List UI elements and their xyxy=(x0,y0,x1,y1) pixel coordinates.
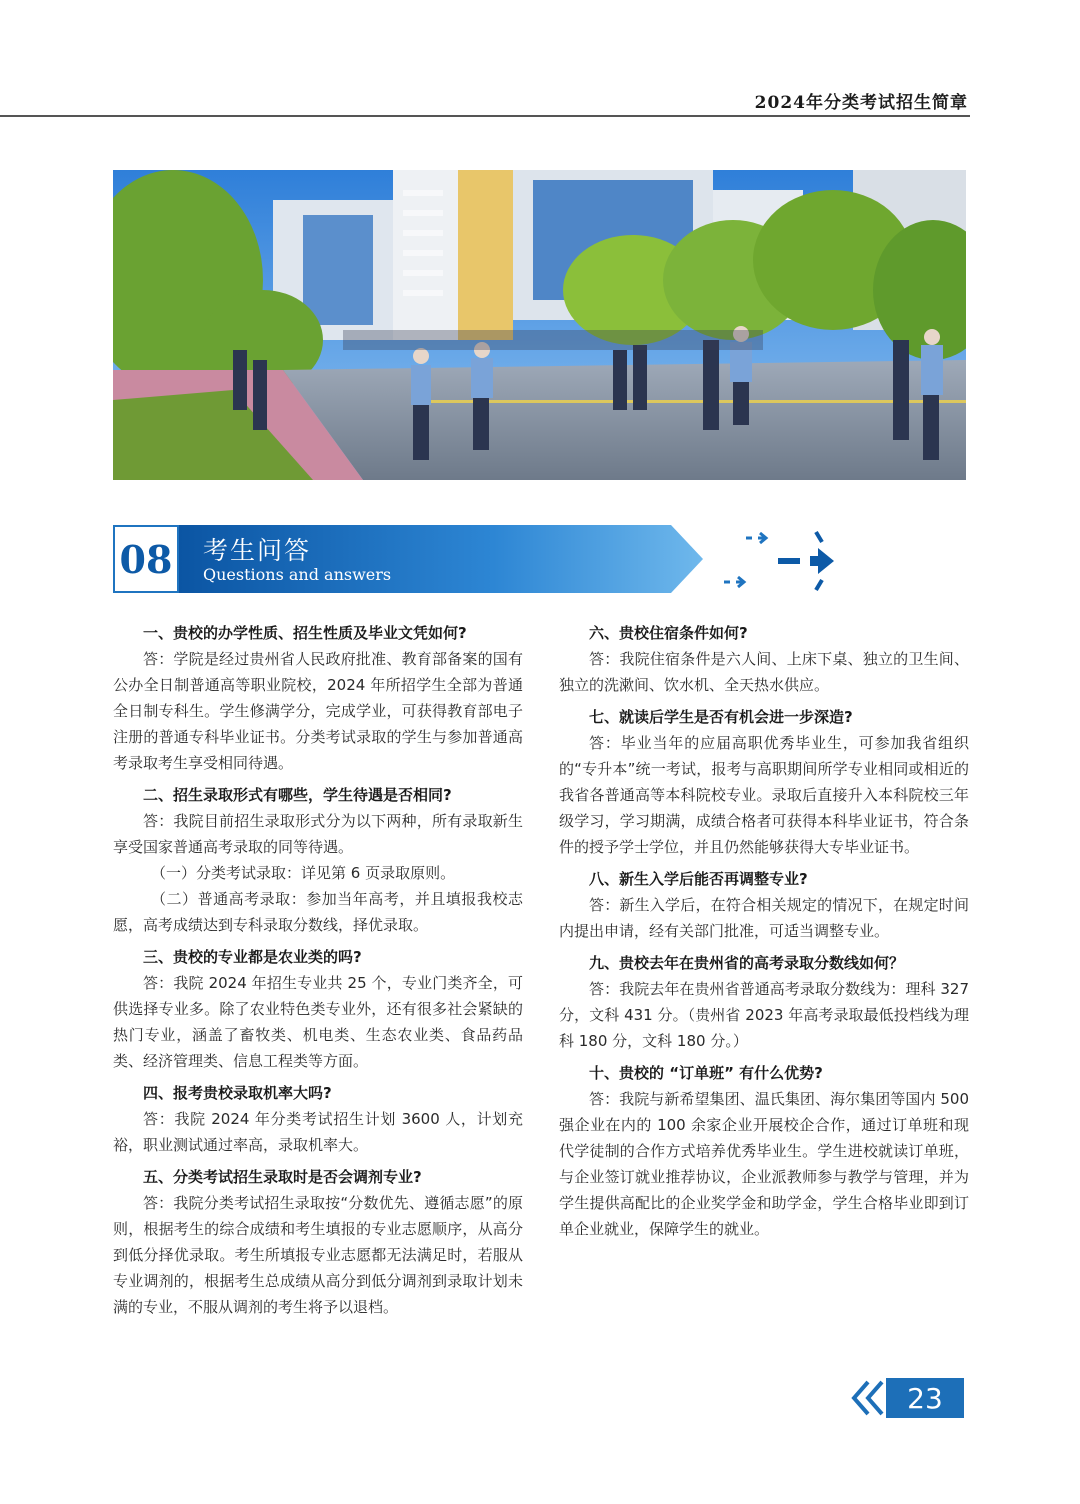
header-divider xyxy=(0,115,970,117)
question-7: 七、就读后学生是否有机会进一步深造? xyxy=(589,708,853,726)
double-chevron-left-icon xyxy=(846,1378,886,1418)
decorative-arrows-icon xyxy=(718,528,848,598)
left-column xyxy=(113,620,523,1326)
answer-5: 答：我院分类考试招生录取按“分数优先、遵循志愿”的原则，根据考生的综合成绩和考生填报的专业志愿顺序，从高分到低分择优录取。考生所填报专业志愿都无法满足时，若服从专业调剂的，根据考生总成绩从高分到低分调剂到录取计划未满的专业，不服从调剂的考生将予以退档。 xyxy=(113,1194,523,1316)
answer-3: 答：我院 2024 年招生专业共 25 个，专业门类齐全，可供选择专业多。除了农业特色类专业外，还有很多社会紧缺的热门专业，涵盖了畜牧类、机电类、生态农业类、食品药品类、经济管理类、信息工程类等方面。 xyxy=(113,974,523,1070)
answer-1: 答：学院是经过贵州省人民政府批准、教育部备案的国有公办全日制普通高等职业院校，2024 年所招学生全部为普通全日制专科生。学生修满学分，完成学业，可获得教育部电子注册的普通专科毕业证书。分类考试录取的学生与参加普通高考录取考生享受相同待遇。 xyxy=(113,650,523,772)
question-8: 八、新生入学后能否再调整专业? xyxy=(589,870,808,888)
question-6: 六、贵校住宿条件如何? xyxy=(589,624,748,642)
qa-item-1 xyxy=(113,620,523,776)
qa-item-3 xyxy=(113,944,523,1074)
question-3: 三、贵校的专业都是农业类的吗? xyxy=(143,948,362,966)
qa-item-6 xyxy=(559,620,969,698)
right-column xyxy=(559,620,969,1248)
question-4: 四、报考贵校录取机率大吗? xyxy=(143,1084,332,1102)
page-number: 23 xyxy=(886,1378,964,1418)
answer-4: 答：我院 2024 年分类考试招生计划 3600 人，计划充裕，职业测试通过率高，录取机率大。 xyxy=(113,1110,523,1154)
answer-10: 答：我院与新希望集团、温氏集团、海尔集团等国内 500 强企业在内的 100 余家企业开展校企合作，通过订单班和现代学徒制的合作方式培养优秀毕业生。学生进校就读订单班，与企业签订就业推荐协议，企业派教师参与教学与管理，并为学生提供高配比的企业奖学金和助学金，学生合格毕业即到订单企业就业，保障学生的就业。 xyxy=(559,1090,969,1238)
page-footer xyxy=(846,1378,964,1418)
answer-7: 答：毕业当年的应届高职优秀毕业生，可参加我省组织的“专升本”统一考试，报考与高职期间所学专业相同或相近的我省各普通高等本科院校专业。录取后直接升入本科院校三年级学习，学习期满，成绩合格者可获得本科毕业证书，符合条件的授予学士学位，并且仍然能够获得大专毕业证书。 xyxy=(559,734,969,856)
qa-item-8 xyxy=(559,866,969,944)
question-9: 九、贵校去年在贵州省的高考录取分数线如何？ xyxy=(589,954,905,972)
qa-item-4 xyxy=(113,1080,523,1158)
answer-2: 答：我院目前招生录取形式分为以下两种，所有录取新生享受国家普通高考录取的同等待遇。 xyxy=(113,812,523,856)
section-subtitle: Questions and answers xyxy=(203,565,392,584)
question-5: 五、分类考试招生录取时是否会调剂专业? xyxy=(143,1168,422,1186)
qa-item-5 xyxy=(113,1164,523,1320)
campus-photo xyxy=(113,170,966,480)
answer-9: 答：我院去年在贵州省普通高考录取分数线为：理科 327 分，文科 431 分。（贵州省 2023 年高考录取最低投档线为理科 180 分，文科 180 分。） xyxy=(559,980,969,1050)
qa-item-10 xyxy=(559,1060,969,1242)
section-banner xyxy=(113,525,713,593)
answer-2-item-2: （二）普通高考录取：参加当年高考，并且填报我校志愿，高考成绩达到专科录取分数线，择优录取。 xyxy=(113,890,523,934)
qa-item-9 xyxy=(559,950,969,1054)
header-title: 2024年分类考试招生简章 xyxy=(754,93,968,113)
answer-6: 答：我院住宿条件是六人间、上床下桌、独立的卫生间、独立的洗漱间、饮水机、全天热水供应。 xyxy=(559,650,969,694)
question-1: 一、贵校的办学性质、招生性质及毕业文凭如何? xyxy=(143,624,467,642)
section-title: 考生问答 xyxy=(203,536,312,565)
qa-item-2 xyxy=(113,782,523,938)
answer-2-item-1: （一）分类考试录取：详见第 6 页录取原则。 xyxy=(151,864,456,882)
answer-8: 答：新生入学后，在符合相关规定的情况下，在规定时间内提出申请，经有关部门批准，可适当调整专业。 xyxy=(559,896,969,940)
section-number: 08 xyxy=(113,525,179,593)
question-2: 二、招生录取形式有哪些，学生待遇是否相同? xyxy=(143,786,452,804)
question-10: 十、贵校的 “订单班” 有什么优势? xyxy=(589,1064,823,1082)
qa-item-7 xyxy=(559,704,969,860)
